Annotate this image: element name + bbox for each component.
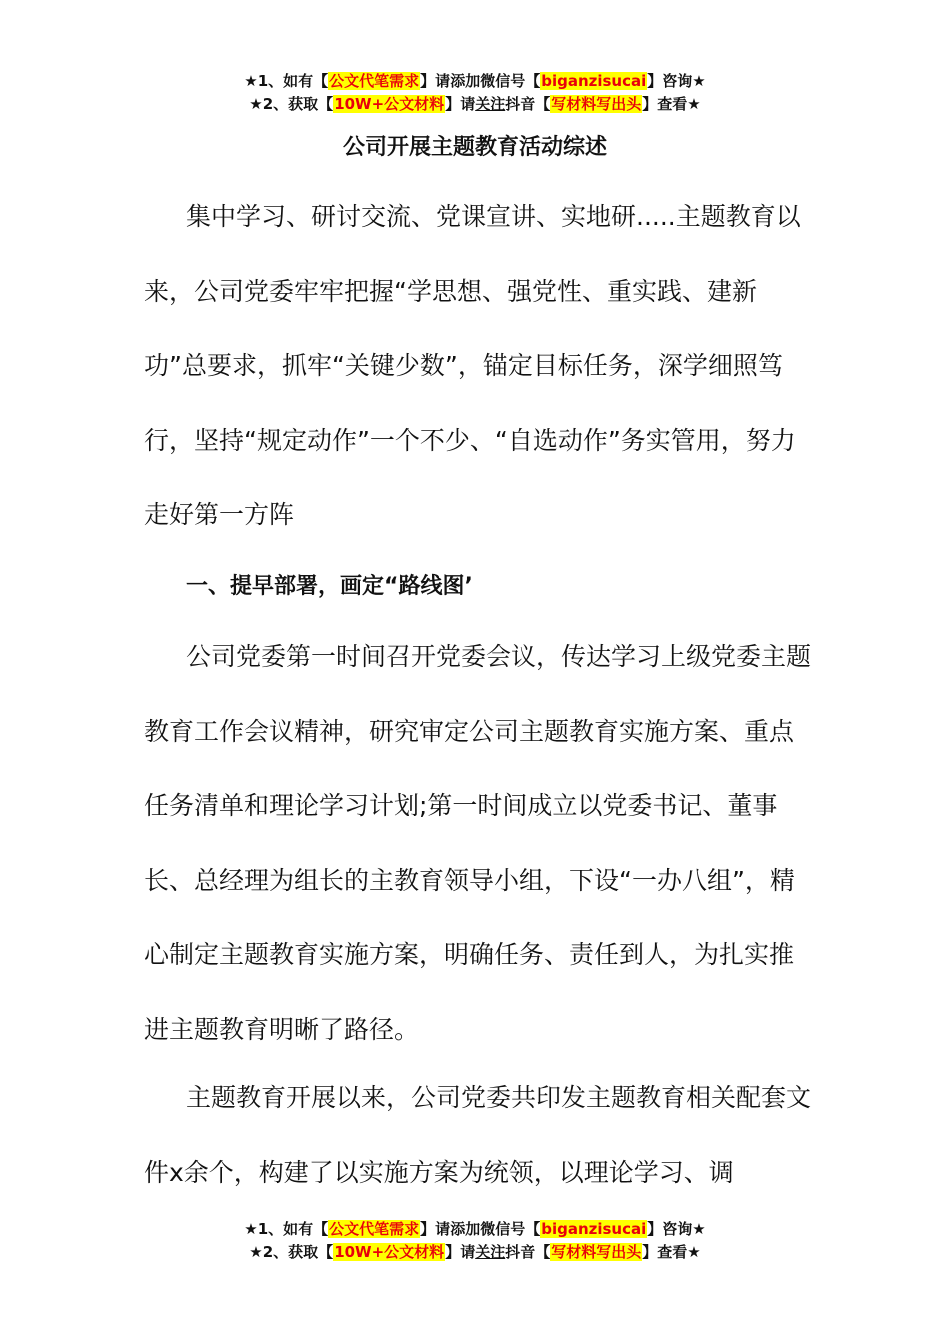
banner-emphasis: 关注 [475,95,506,113]
banner-text: 】咨询★ [647,1220,706,1238]
bottom-banner [0,1218,950,1264]
highlight-service: 公文代笔需求 [329,1220,420,1238]
highlight-douyin-id: 写材料写出头 [551,1243,642,1261]
banner-text: ★2、获取【 [249,1243,334,1261]
banner-text: 】请 [420,1220,451,1238]
banner-text: 】咨询★ [647,72,706,90]
paragraph-1: 集中学习、研讨交流、党课宣讲、实地研.....主题教育以来，公司党委牢牢把握“学思想、强党性、重实践、建新功”总要求，抓牢“关键少数”，锚定目标任务，深学细照笃行，坚持“规定动作”一个不少、“自选动作”务实管用，努力走好第一方阵 [144,202,801,529]
paragraph-2-block [144,620,812,1067]
banner-line-2 [0,1241,950,1264]
banner-text: 】查看★ [642,95,701,113]
paragraph-3: 主题教育开展以来，公司党委共印发主题教育相关配套文件x余个，构建了以实施方案为统领，以理论学习、调 [144,1083,812,1187]
banner-line-2 [0,93,950,116]
section-heading-1: 一、提早部署，画定“路线图’ [186,574,473,599]
banner-text: 抖音【 [505,95,551,113]
highlight-wechat-id: biganzisucai [541,72,647,90]
banner-text: 】请 [445,1243,476,1261]
banner-emphasis: 添加 [450,72,481,90]
document-title: 公司开展主题教育活动综述 [342,135,607,160]
highlight-wechat-id: biganzisucai [541,1220,647,1238]
banner-text: 抖音【 [505,1243,551,1261]
top-banner [0,70,950,116]
highlight-materials: 10W+公文材料 [334,95,445,113]
banner-text: ★2、获取【 [249,95,334,113]
highlight-service: 公文代笔需求 [329,72,420,90]
banner-line-1 [0,1218,950,1241]
banner-text: 微信号【 [480,1220,541,1238]
banner-text: 】请 [420,72,451,90]
highlight-materials: 10W+公文材料 [334,1243,445,1261]
banner-text: 】请 [445,95,476,113]
paragraph-1-block [144,180,812,553]
banner-line-1 [0,70,950,93]
banner-text: 】查看★ [642,1243,701,1261]
paragraph-2: 公司党委第一时间召开党委会议，传达学习上级党委主题教育工作会议精神，研究审定公司主题教育实施方案、重点任务清单和理论学习计划;第一时间成立以党委书记、董事长、总经理为组长的主教育领导小组，下设“一办八组”，精心制定主题教育实施方案，明确任务、责任到人，为扎实推进主题教育明晰了路径。 [144,642,812,1044]
banner-emphasis: 添加 [450,1220,481,1238]
banner-emphasis: 关注 [475,1243,506,1261]
paragraph-3-block [144,1061,812,1210]
highlight-douyin-id: 写材料写出头 [551,95,642,113]
banner-text: ★1、如有【 [244,72,329,90]
banner-text: 微信号【 [480,72,541,90]
banner-text: ★1、如有【 [244,1220,329,1238]
